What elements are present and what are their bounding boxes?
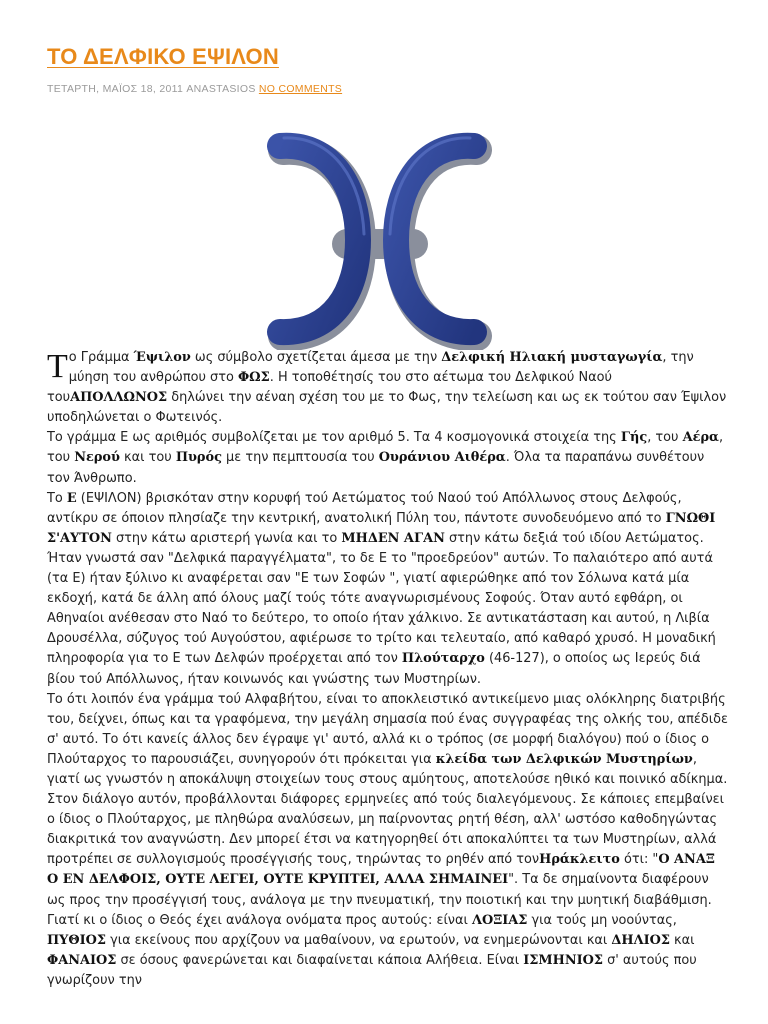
post-title[interactable]: ΤΟ ΔΕΛΦΙΚΟ ΕΨΙΛΟΝ <box>47 44 279 69</box>
paragraph-3: Το Ε (ΕΨΙΛΟΝ) βρισκόταν στην κορυφή τού Αετώματος τού Ναού τού Απόλλωνος στους Δελφούς, αντίκρυ σε όποιον πλησίαζε την κεντρική, ανατολική Πύλη του, πάντοτε συνοδευόμενο από το ΓΝΩΘΙ Σ'ΑΥΤΟΝ στην κάτω αριστερή γωνία και το ΜΗΔΕΝ ΑΓΑΝ στην κάτω δεξιά τού ιδίου Αετώματος. <box>47 490 716 546</box>
paragraph-1: Τ ο Γράμμα Έψιλον ως σύμβολο σχετίζεται άμεσα με την Δελφική Ηλιακή μυσταγωγία, την μύηση του ανθρώπου στο ΦΩΣ. Η τοποθέτησίς του στο αέτωμα του Δελφικού Ναού τουΑΠΟΛΛΩΝΟΣ δηλώνει την αέναη σχέση του με το Φως, την τελείωση και ως εκ τούτου σαν Έψιλον υποδηλώνεται ο Φωτεινός. <box>47 348 727 426</box>
post-date-author: ΤΕΤΑΡΤΗ, ΜΑΪΟΣ 18, 2011 ANASTASIOS <box>47 83 256 95</box>
paragraph-5: Το ότι λοιπόν ένα γράμμα τού Αλφαβήτου, είναι το αποκλειστικό αντικείμενο μιας ολόκληρης διατριβής του, δείχνει, όπως και τα γραφόμενα, την μεγάλη σημασία πού ένας συγγραφέας της ολκής του, απέδιδε σ' αυτό. Το ότι κανείς άλλος δεν έγραψε γι' αυτό, αλλά κι ο τρόπος (σε μορφή διαλόγου) πού ο ίδιος ο Πλούταρχος το παρουσιάζει, συνηγορούν ότι πρόκειται για κλείδα των Δελφικών Μυστηρίων, γιατί ως γνωστόν η αποκάλυψη στοιχείων τους στους αμύητους, αποτελούσε ηθικό και ποινικό αδίκημα. <box>47 691 728 787</box>
drop-cap: Τ <box>47 348 68 385</box>
paragraph-2: Το γράμμα Ε ως αριθμός συμβολίζεται με τον αριθμό 5. Τα 4 κοσμογονικά στοιχεία της Γής, του Αέρα, του Νερού και του Πυρός με την πεμπτουσία του Ουράνιου Αιθέρα. Όλα τα παραπάνω συνθέτουν τον Άνθρωπο. <box>47 430 724 486</box>
post-body <box>47 348 729 991</box>
symbol-graphic <box>262 130 492 350</box>
comments-link[interactable]: NO COMMENTS <box>258 83 343 95</box>
paragraph-6: Στον διάλογο αυτόν, προβάλλονται διάφορες ερμηνείες από τούς διαλεγόμενους. Σε κάποιες επεμβαίνει ο ίδιος ο Πλούταρχος, με πληθώρα αναλύσεων, μη παίρνοντας ρητή θέση, αλλ' ωστόσο καθοδηγώντας διακριτικά τον αναγνώστη. Δεν μπορεί έτσι να κατηγορηθεί ότι αποκαλύπτει τα των Μυστηρίων, αλλά προτρέπει σε συλλογισμούς προσέγγισής τους, τηρώντας το ρηθέν από τονΗράκλειτο ότι: "Ο ΑΝΑΞ Ο ΕΝ ΔΕΛΦΟΙΣ, ΟΥΤΕ ΛΕΓΕΙ, ΟΥΤΕ ΚΡΥΠΤΕΙ, ΑΛΛΑ ΣΗΜΑΙΝΕΙ". Τα δε σημαίνοντα διαφέρουν ως προς την προσέγγισή τους, ανάλογα με την πνευματική, την ποιοτική και την μυητική διαβάθμιση. Γιατί κι ο ίδιος ο Θεός έχει ανάλογα ονόματα προς αυτούς: είναι ΛΟΞΙΑΣ για τούς μη νοούντας, ΠΥΘΙΟΣ για εκείνους που αρχίζουν να μαθαίνουν, να ερωτούν, να ενημερώνονται και ΔΗΛΙΟΣ και ΦΑΝΑΙΟΣ σε όσους φανερώνεται και διαφαίνεται κάποια Αλήθεια. Είναι ΙΣΜΗΝΙΟΣ σ' αυτούς που γνωρίζουν την <box>47 792 725 988</box>
post-meta <box>47 83 342 95</box>
paragraph-4: Ήταν γνωστά σαν "Δελφικά παραγγέλματα", το δε Ε το "προεδρεύον" αυτών. Το παλαιότερο από αυτά (τα Ε) ήταν ξύλινο κι αναφέρεται σαν "Ε των Σοφών ", γιατί αφιερώθηκε από τον Σόλωνα κατά μία εκδοχή, κατά δε άλλη από όλους μαζί τούς τότε αναγνωρισμένους Σοφούς. Όταν αυτό εφθάρη, οι Αθηναίοι ανέθεσαν στο Ναό το δεύτερο, το οποίο ήταν χάλκινο. Σε αντικατάσταση και αυτού, η Λιβία Δρουσέλλα, σύζυγος τού Αυγούστου, αφιέρωσε το τρίτο και τελευταίο, από καθαρό χρυσό. Η μοναδική πληροφορία για το Ε των Δελφών προέρχεται από τον Πλούταρχο (46-127), ο οποίος ως Ιερεύς διά βίου τού Απόλλωνος, ήταν κοινωνός και γνώστης των Μυστηρίων. <box>47 550 716 687</box>
delphic-epsilon-symbol-icon <box>262 130 492 350</box>
